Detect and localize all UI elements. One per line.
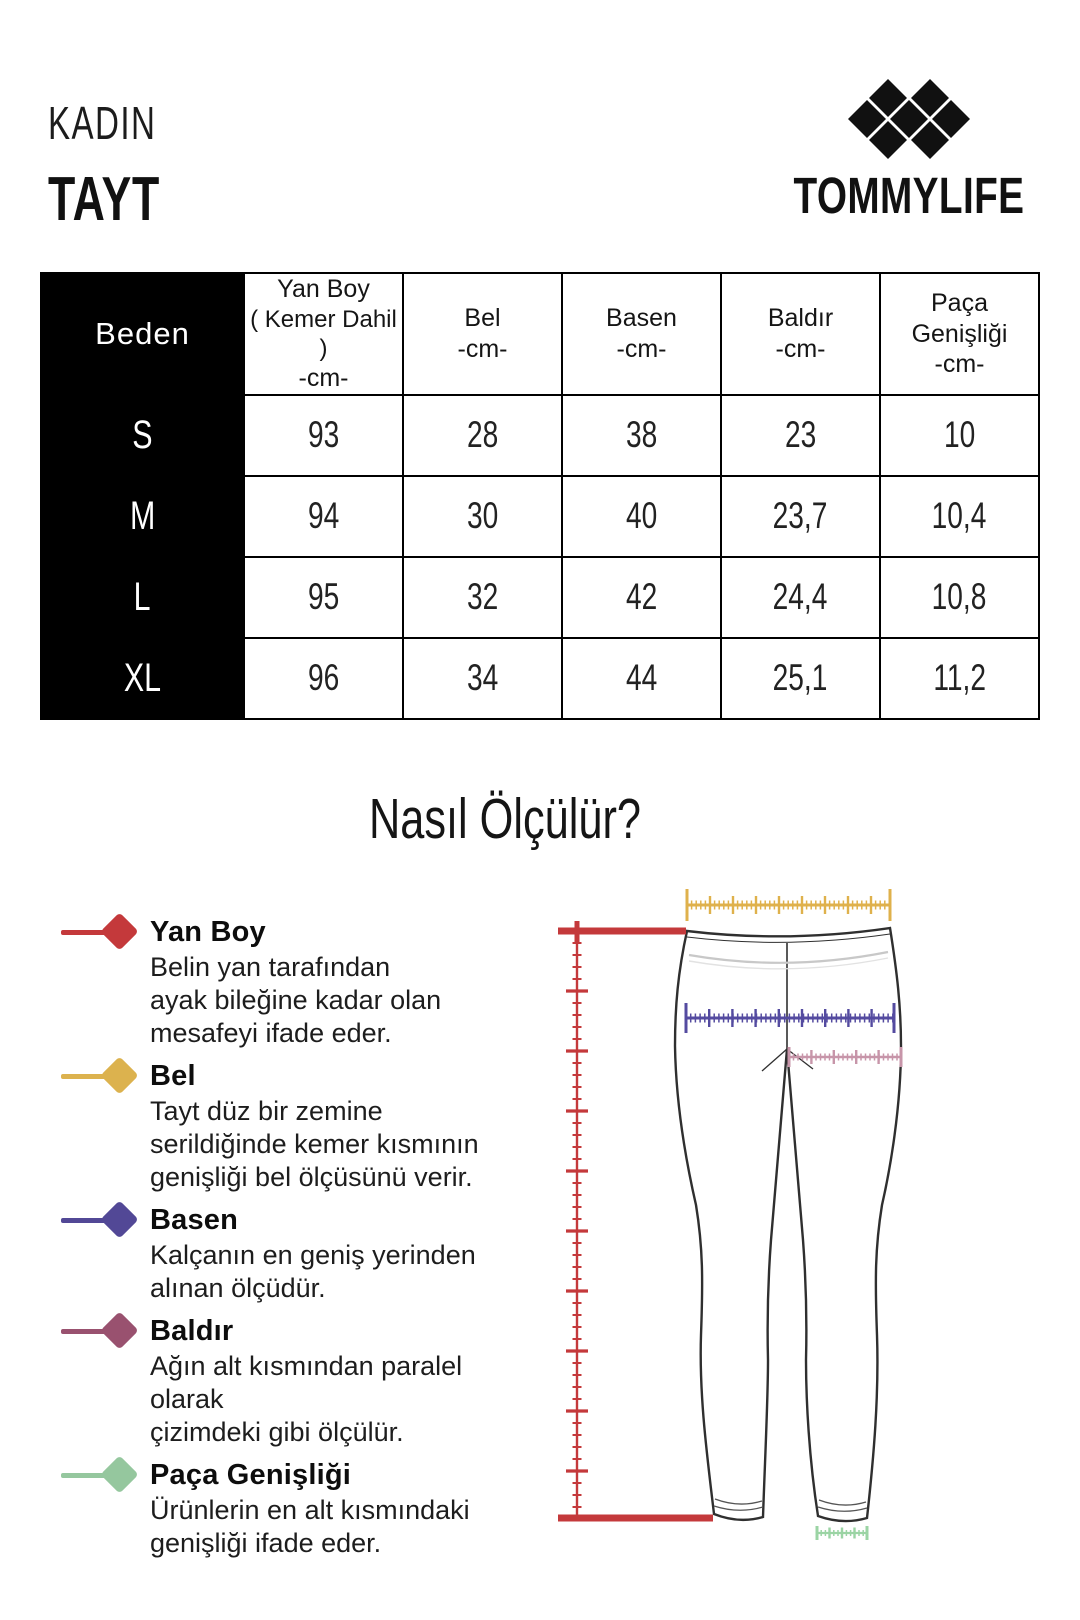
legend-definition: Ağın alt kısmından paralel olarak çizimdeki gibi ölçülür.	[150, 1351, 463, 1447]
value-cell: 95	[244, 557, 403, 638]
diamond-marker-icon	[100, 1455, 138, 1493]
legend-definition: Ürünlerin en alt kısmındaki genişliği ifade eder.	[150, 1495, 470, 1558]
legend-definition: Tayt düz bir zemine serildiğinde kemer kısmının genişliği bel ölçüsünü verir.	[150, 1096, 479, 1192]
legend-item-basen	[40, 1202, 518, 1305]
leggings-outline	[675, 928, 901, 1521]
value-cell: 96	[244, 638, 403, 719]
table-row	[41, 638, 1039, 719]
legend-item-yan-boy	[40, 914, 518, 1050]
table-row	[41, 557, 1039, 638]
value-cell: 11,2	[880, 638, 1039, 719]
product-type-label: TAYT	[48, 165, 161, 234]
value-cell: 23,7	[721, 476, 880, 557]
hem-stitching	[714, 1499, 867, 1511]
value-cell: 24,4	[721, 557, 880, 638]
crotch-dart-left	[762, 1049, 787, 1071]
legend-definition: Belin yan tarafından ayak bileğine kadar olan mesafeyi ifade eder.	[150, 952, 442, 1048]
measurement-legend	[40, 914, 518, 1568]
diamond-marker-icon	[100, 912, 138, 950]
size-cell: L	[41, 557, 244, 638]
category-label: KADIN	[48, 97, 157, 149]
waistband-seam	[689, 952, 888, 963]
waistband-seam-2	[689, 958, 888, 969]
diamond-marker-icon	[100, 1311, 138, 1349]
column-header-basen: Basen -cm-	[562, 273, 721, 395]
waist-top-inner-line	[687, 934, 890, 942]
size-column-header: Beden	[41, 273, 244, 395]
value-cell: 10	[880, 395, 1039, 476]
legend-item-paca	[40, 1457, 518, 1560]
legend-term: Yan Boy	[150, 916, 266, 948]
brand-block	[764, 76, 1054, 225]
legend-item-baldir	[40, 1313, 518, 1449]
size-cell: M	[41, 476, 244, 557]
measurement-rulers	[558, 889, 901, 1540]
column-header-bel: Bel -cm-	[403, 273, 562, 395]
legend-term: Basen	[150, 1204, 239, 1236]
value-cell: 94	[244, 476, 403, 557]
legend-line	[61, 1329, 106, 1334]
value-cell: 23	[721, 395, 880, 476]
how-to-measure-title: Nasıl Ölçülür?	[368, 787, 642, 851]
value-cell: 44	[562, 638, 721, 719]
diamond-marker-icon	[100, 1056, 138, 1094]
legend-term: Bel	[150, 1060, 196, 1092]
value-cell: 32	[403, 557, 562, 638]
value-cell: 30	[403, 476, 562, 557]
legend-line	[61, 1074, 106, 1079]
brand-name: TOMMYLIFE	[793, 167, 1025, 224]
column-header-baldir: Baldır -cm-	[721, 273, 880, 395]
value-cell: 42	[562, 557, 721, 638]
column-header-yan-boy: Yan Boy ( Kemer Dahil ) -cm-	[244, 273, 403, 395]
legend-line	[61, 1473, 106, 1478]
value-cell: 10,8	[880, 557, 1039, 638]
legend-term: Baldır	[150, 1315, 234, 1347]
legend-line	[61, 1218, 106, 1223]
legend-term: Paça Genişliği	[150, 1459, 352, 1491]
legend-line	[61, 930, 106, 935]
table-header-row	[41, 273, 1039, 395]
size-cell: XL	[41, 638, 244, 719]
value-cell: 38	[562, 395, 721, 476]
table-row	[41, 476, 1039, 557]
value-cell: 40	[562, 476, 721, 557]
value-cell: 10,4	[880, 476, 1039, 557]
legend-definition: Kalçanın en geniş yerinden alınan ölçüdür.	[150, 1240, 476, 1303]
column-header-paca: Paça Genişliği -cm-	[880, 273, 1039, 395]
size-table	[40, 272, 1040, 720]
legend-item-bel	[40, 1058, 518, 1194]
value-cell: 93	[244, 395, 403, 476]
table-row	[41, 395, 1039, 476]
value-cell: 34	[403, 638, 562, 719]
diamond-marker-icon	[100, 1200, 138, 1238]
crotch-dart-right	[787, 1049, 813, 1069]
size-cell: S	[41, 395, 244, 476]
brand-diamonds-icon	[824, 76, 994, 162]
value-cell: 28	[403, 395, 562, 476]
value-cell: 25,1	[721, 638, 880, 719]
